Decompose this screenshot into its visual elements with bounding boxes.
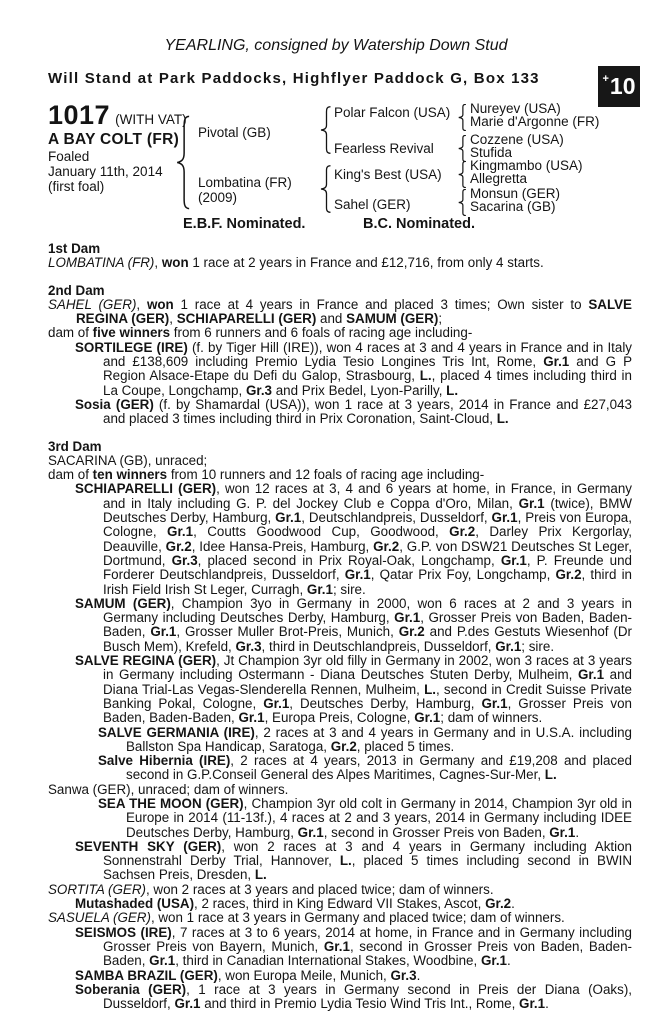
pedigree-paternal-grandsire: Polar Falcon (USA) [334, 105, 451, 120]
pedigree-brace-icon [458, 135, 467, 162]
pedigree-paragraph: SALVE GERMANIA (IRE), 2 races at 3 and 4 years in Germany and in U.S.A. including Ballston Spa Handicap, Saratoga, Gr.2, placed 5 times. [98, 724, 632, 754]
pedigree-brace-icon [320, 165, 332, 213]
pedigree-ancestor: Nureyev (USA) [470, 101, 561, 116]
pedigree-brace-icon [458, 189, 467, 216]
pedigree-paragraph: SEVENTH SKY (GER), won 2 races at 3 and 4 years in Germany including Aktion Sonnenstrahl Derby Trial, Hannover, L., placed 5 times including second in BWIN Sachsen Preis, Dresden, L. [75, 838, 632, 883]
pedigree-brace-icon [176, 115, 191, 210]
foaled-date: January 11th, 2014 [48, 164, 163, 179]
sale-book-logo [598, 66, 640, 107]
pedigree-paragraph: SORTITA (GER), won 2 races at 3 years and placed twice; dam of winners. [48, 881, 494, 897]
horse-description: A BAY COLT (FR) [48, 131, 180, 148]
pedigree-paragraph: LOMBATINA (FR), won 1 race at 2 years in France and £12,716, from only 4 starts. [48, 255, 544, 271]
pedigree-paragraph: SAHEL (GER), won 1 race at 4 years in France and placed 3 times; Own sister to SALVE REGINA (GER), SCHIAPARELLI (GER) and SAMUM (GER); [48, 296, 632, 327]
pedigree-sire: Pivotal (GB) [198, 125, 271, 140]
consignor-line: YEARLING, consigned by Watership Down Stud [164, 37, 508, 54]
pedigree-paragraph: Soberania (GER), 1 race at 3 years in Germany second in Preis der Diana (Oaks), Dusseldorf, Gr.1 and third in Premio Lydia Tesio Wind Tris Int., Rome, Gr.1. [75, 981, 632, 1012]
pedigree-maternal-grandsire: King's Best (USA) [334, 167, 442, 182]
pedigree-ancestor: Stufida [470, 145, 513, 160]
lot-number-line [48, 100, 187, 131]
logo-plus-icon: + [602, 72, 609, 85]
pedigree-ancestor: Sacarina (GB) [470, 199, 556, 214]
pedigree-paragraph: Mutashaded (USA), 2 races, third in King Edward VII Stakes, Ascot, Gr.2. [75, 896, 515, 912]
foal-note: (first foal) [48, 179, 105, 194]
logo-number: 10 [609, 73, 636, 99]
pedigree-paragraph: SASUELA (GER), won 1 race at 3 years in Germany and placed twice; dam of winners. [48, 910, 565, 926]
ebf-nominated-note: E.B.F. Nominated. [183, 216, 306, 232]
pedigree-dam-name: Lombatina (FR) [198, 175, 292, 190]
pedigree-maternal-granddam: Sahel (GER) [334, 197, 411, 212]
pedigree-paragraph: SACARINA (GB), unraced; [48, 452, 208, 468]
pedigree-paragraph: Sosia (GER) (f. by Shamardal (USA)), won 1 race at 3 years, 2014 in France and £27,043 and placed 3 times including third in Prix Coronation, Saint-Cloud, L. [75, 396, 632, 427]
section-heading: 3rd Dam [48, 438, 102, 454]
pedigree-ancestor: Cozzene (USA) [470, 132, 564, 147]
pedigree-dam [198, 175, 292, 205]
pedigree-dam-year: (2009) [198, 190, 238, 205]
pedigree-paragraph: Sanwa (GER), unraced; dam of winners. [48, 781, 289, 797]
pedigree-paragraph: SORTILEGE (IRE) (f. by Tiger Hill (IRE)), won 4 races at 3 and 4 years in France and in Italy and £138,609 including Premio Lydia Tesio Longines Tris Int, Rome, Gr.1 and G P Region Alsace-Etape du Defi du Galop, Strasbourg, L., placed 4 times including third in La Coupe, Longchamp, Gr.3 and Prix Bedel, Lyon-Parilly, L. [75, 339, 633, 398]
pedigree-ancestor: Allegretta [470, 171, 528, 186]
foaled-label: Foaled [48, 149, 90, 164]
pedigree-paternal-granddam: Fearless Revival [334, 141, 434, 156]
pedigree-paragraph: Salve Hibernia (IRE), 2 races at 4 years, 2013 in Germany and £19,208 and placed second in G.P.Conseil General des Alpes Maritimes, Cagnes-Sur-Mer, L. [98, 753, 632, 783]
dam-section [48, 284, 632, 427]
pedigree-paragraph: SAMUM (GER), Champion 3yo in Germany in 2000, won 6 races at 2 and 3 years in Germany including Deutsches Derby, Hamburg, Gr.1, Grosser Preis von Baden, Baden-Baden, Gr.1, Grosser Muller Brot-Preis, Munich, Gr.2 and P.des Gestuts Wiesenhof (Dr Busch Mem), Krefeld, Gr.3, third in Deutschlandpreis, Dusseldorf, Gr.1; sire. [75, 595, 632, 654]
pedigree-paragraph: SEISMOS (IRE), 7 races at 3 to 6 years, 2014 at home, in France and in Germany including Grosser Preis von Bayern, Munich, Gr.1, second in Grosser Preis von Baden, Baden-Baden, Gr.1, third in Canadian International Stakes, Woodbine, Gr.1. [75, 924, 633, 969]
pedigree-paragraph: SCHIAPARELLI (GER), won 12 races at 3, 4 and 6 years at home, in France, in Germany and in Italy including G. P. del Jockey Club e Coppa d'Oro, Milan, Gr.1 (twice), BMW Deutsches Derby, Hamburg, Gr.1, Deutschlandpreis, Dusseldorf, Gr.1, Preis von Europa, Cologne, Gr.1, Coutts Goodwood Cup, Goodwood, Gr.2, Darley Prix Kergorlay, Deauville, Gr.2, Idee Hansa-Preis, Hamburg, Gr.2, G.P. von DSW21 Deutsches St Leger, Dortmund, Gr.3, placed second in Prix Royal-Oak, Longchamp, Gr.1, P. Freunde und Forderer Deutschlandpreis, Dusseldorf, Gr.1, Qatar Prix Foy, Longchamp, Gr.2, third in Irish Field Irish St Leger, Curragh, Gr.1; sire. [75, 481, 633, 597]
pedigree-brace-icon [458, 104, 467, 131]
vat-note: (WITH VAT) [115, 112, 187, 127]
lot-number: 1017 [48, 100, 111, 130]
pedigree-paragraph: dam of five winners from 6 runners and 6 foals of racing age including- [48, 325, 473, 341]
pedigree-paragraph: SEA THE MOON (GER), Champion 3yr old colt in Germany in 2014, Champion 3yr old in Europe in 2014 (11-13f.), 4 races at 2 and 3 years, 2014 in Germany including IDEE Deutsches Derby, Hamburg, Gr.1, second in Grosser Preis von Baden, Gr.1. [98, 795, 633, 840]
dam-section [48, 242, 632, 271]
stand-location-line: Will Stand at Park Paddocks, Highflyer Paddock G, Box 133 [48, 70, 540, 87]
pedigree-text [48, 242, 632, 1024]
dam-section [48, 440, 632, 1012]
pedigree-paragraph: SALVE REGINA (GER), Jt Champion 3yr old filly in Germany in 2002, won 3 races at 3 years in Germany including Ostermann - Diana Deutsches Stuten Derby, Mulheim, Gr.1 and Diana Trial-Las Vegas-Slenderella Rennen, Mulheim, L., second in Credit Suisse Private Banking Pokal, Cologne, Gr.1, Deutsches Derby, Hamburg, Gr.1, Grosser Preis von Baden, Baden-Baden, Gr.1, Europa Preis, Cologne, Gr.1; dam of winners. [75, 653, 633, 726]
pedigree-brace-icon [320, 106, 332, 154]
pedigree-brace-icon [458, 161, 467, 188]
section-heading: 1st Dam [48, 241, 101, 256]
pedigree-ancestor: Kingmambo (USA) [470, 158, 583, 173]
pedigree-ancestor: Monsun (GER) [470, 186, 561, 201]
section-heading: 2nd Dam [48, 282, 105, 298]
pedigree-paragraph: dam of ten winners from 10 runners and 12 foals of racing age including- [48, 467, 485, 483]
pedigree-ancestor: Marie d'Argonne (FR) [470, 114, 600, 129]
bc-nominated-note: B.C. Nominated. [363, 216, 475, 232]
pedigree-paragraph: SAMBA BRAZIL (GER), won Europa Meile, Munich, Gr.3. [75, 967, 421, 983]
